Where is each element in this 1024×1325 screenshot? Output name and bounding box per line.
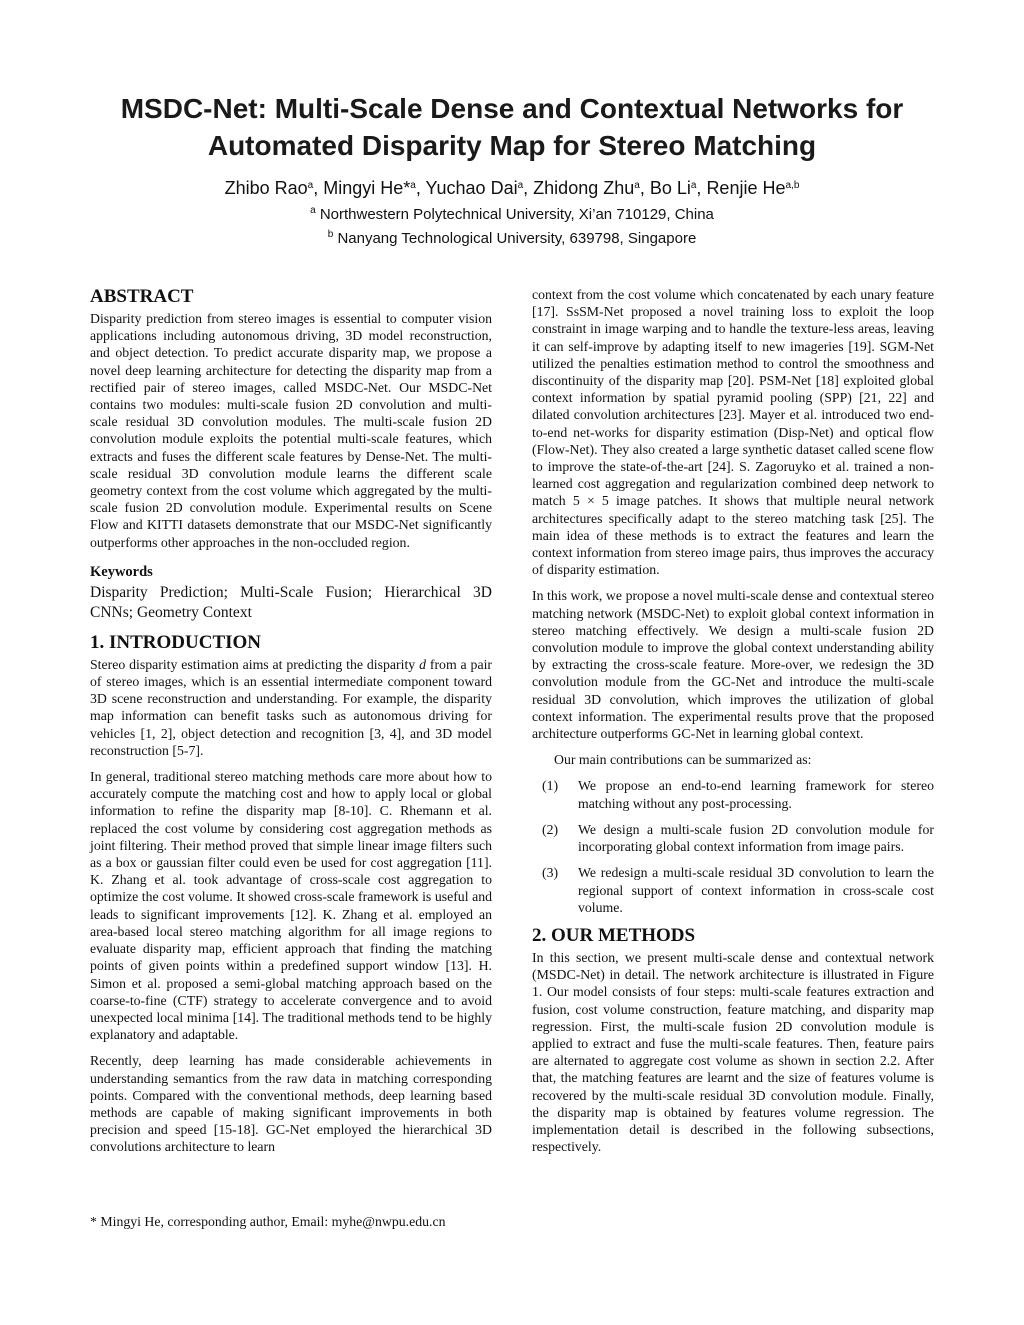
methods-heading: 2. OUR METHODS	[532, 924, 696, 946]
title-line-1: MSDC-Net: Multi-Scale Dense and Contextual Networks for	[120, 93, 904, 124]
corresponding-author-footnote: * Mingyi He, corresponding author, Email: myhe@nwpu.edu.cn	[90, 1214, 446, 1229]
contribution-number: (3)	[542, 865, 559, 881]
affiliation-a	[60, 205, 964, 225]
contribution-text: We design a multi-scale fusion 2D convolution module for incorporating global context information from image pairs.	[578, 821, 934, 855]
affiliation-b	[60, 229, 964, 249]
keywords-heading: Keywords	[90, 563, 153, 580]
author-name: Yuchao Dai	[425, 178, 518, 198]
contribution-text: We redesign a multi-scale residual 3D convolution to learn the regional support of context information in cross-scale cost volume.	[578, 865, 934, 915]
author-name: Zhibo Rao	[224, 178, 308, 198]
intro-p1-after: from a pair of stereo images, which is an essential intermediate component toward 3D scene reconstruction and understanding. For example, the disparity map information can benefit tasks such as autonomous driving for vehicles [1, 2], object detection and recognition [3, 4], and 3D model reconstruction [5-7].	[90, 656, 492, 758]
contribution-item	[532, 777, 934, 811]
author-name: Mingyi He*	[323, 178, 411, 198]
contribution-item	[532, 821, 934, 855]
author-separator: ,	[696, 178, 707, 198]
contribution-text: We propose an end-to-end learning framework for stereo matching without any post-processing.	[578, 778, 934, 811]
author-affil-mark: a	[517, 180, 524, 191]
intro-p1-before: Stereo disparity estimation aims at predicting the disparity	[90, 656, 420, 672]
author-name: Renjie He	[706, 178, 786, 198]
author-separator: ,	[415, 178, 426, 198]
affiliation-mark: b	[327, 229, 334, 240]
keywords-text: Disparity Prediction; Multi-Scale Fusion; Hierarchical 3D CNNs; Geometry Context	[90, 583, 492, 621]
author-affil-mark: a,b	[785, 180, 800, 191]
intro-paragraph-2: In general, traditional stereo matching methods care more about how to accurately compute the matching cost and how to apply local or global information to refine the disparity map [8-10]. C. Rhemann et al. replaced the cost volume by considering cost aggregation methods as joint filtering. Their method proved that simple linear image filters such as a box or gaussian filter could even be used for cost aggregation [11]. K. Zhang et al. took advantage of cross-scale cost aggregation to optimize the cost volume. It showed cross-scale framework is useful and leads to significant improvements [12]. K. Zhang et al. employed an area-based local stereo matching algorithm for all image regions to evaluate disparity map, efficient approach that finding the matching points of given points within a predefined support window [13]. H. Simon et al. proposed a semi-global matching approach based on the coarse-to-fine (CTF) strategy to accelerate convergence and to avoid unexpected local minima [14]. The traditional methods tend to be highly explanatory and adaptable.	[90, 769, 492, 1043]
intro-paragraph-4: context from the cost volume which concatenated by each unary feature [17]. SsSM-Net proposed a novel training loss to exploit the loop constraint in image warping and to handle the texture-less areas, leaving it can self-improve by adapting itself to new imageries [19]. SGM-Net utilized the penalties estimation method to control the smoothness and discontinuity of the disparity map [20]. PSM-Net [18] exploited global context information by spatial pyramid pooling (SPP) [21, 22] and dilated convolution architectures [23]. Mayer et al. introduced two end-to-end net-works for disparity estimation (Disp-Net) and optical flow (Flow-Net). They also created a large synthetic dataset called scene flow to improve the state-of-the-art [24]. S. Zagoruyko et al. trained a non-learned cost aggregation and regularization combined deep network to match 5 × 5 image patches. It shows that multiple neural network architectures specifically adapt to the stereo matching task [25]. The main idea of these methods is to extract the features and learn the context information from stereo image pairs, thus improves the accuracy of disparity estimation.	[532, 287, 934, 578]
title-line-2: Automated Disparity Map for Stereo Matching	[207, 130, 817, 161]
author-affil-mark: a	[634, 180, 640, 191]
author-name: Bo Li	[649, 178, 691, 198]
contributions-intro: Our main contributions can be summarized as:	[554, 752, 812, 768]
intro-paragraph-1	[90, 656, 492, 759]
author-separator: ,	[523, 178, 534, 198]
intro-paragraph-5: In this work, we propose a novel multi-scale dense and contextual stereo matching network (MSDC-Net) to exploit global context information in stereo matching effectively. We design a multi-scale fusion 2D convolution module to improve the global context understanding ability by extracting the cross-scale feature. More-over, we redesign the 3D convolution module from the GC-Net and introduce the multi-scale residual 3D convolution, which improves the utilization of global context information. The experimental results prove that the proposed architecture outperforms GC-Net in learning global context.	[532, 588, 934, 742]
author-separator: ,	[313, 178, 324, 198]
paper-title	[60, 90, 964, 164]
author-affil-mark: a	[307, 180, 314, 191]
contribution-number: (1)	[542, 778, 559, 794]
author-affil-mark: a	[410, 180, 416, 191]
abstract-heading: ABSTRACT	[90, 286, 194, 307]
contribution-item	[532, 864, 934, 916]
affiliation-text: Northwestern Polytechnical University, Xi’an 710129, China	[319, 206, 714, 223]
abstract-text: Disparity prediction from stereo images is essential to computer vision applications including autonomous driving, 3D model reconstruction, and object detection. To predict accurate disparity map, we propose a novel deep learning architecture for detecting the disparity map from a rectified pair of stereo images, called MSDC-Net. Our MSDC-Net contains two modules: multi-scale fusion 2D convolution and multi-scale residual 3D convolution modules. The multi-scale fusion 2D convolution module exploits the potential multi-scale features, which extracts and fuses the different scale features by Dense-Net. The multi-scale residual 3D convolution module learns the different scale geometry context from the cost volume which aggregated by the multi-scale fusion 2D convolution module. Experimental results on Scene Flow and KITTI datasets demonstrate that our MSDC-Net significantly outperforms other approaches in the non-occluded region.	[90, 311, 492, 550]
left-column	[90, 286, 492, 1165]
affiliation-mark: a	[310, 205, 316, 216]
intro-paragraph-3: Recently, deep learning has made considerable achievements in understanding semantics from the raw data in matching corresponding points. Compared with the conventional methods, deep learning based methods are capable of making significant improvements in both precision and speed [15-18]. GC-Net employed the hierarchical 3D convolutions architecture to learn	[90, 1053, 492, 1155]
introduction-heading: 1. INTRODUCTION	[90, 631, 262, 653]
author-name: Zhidong Zhu	[533, 178, 635, 198]
disparity-variable: d	[419, 656, 426, 672]
author-list	[60, 176, 964, 200]
author-separator: ,	[639, 178, 650, 198]
contribution-number: (2)	[542, 821, 559, 837]
affiliation-text: Nanyang Technological University, 639798, Singapore	[337, 230, 697, 247]
author-affil-mark: a	[690, 180, 697, 191]
right-column	[532, 286, 934, 1164]
methods-paragraph: In this section, we present multi-scale dense and contextual network (MSDC-Net) in detail. The network architecture is illustrated in Figure 1. Our model consists of four steps: multi-scale features extraction and fusion, cost volume construction, feature matching, and disparity map regression. First, the multi-scale fusion 2D convolution module is applied to extract and fuse the multi-scale features. Then, feature pairs are alternated to aggregate cost volume as shown in section 2.2. After that, the matching features are learnt and the size of features volume is recovered by the multi-scale residual 3D convolution module. Finally, the disparity map is obtained by features volume regression. The implementation detail is described in the following subsections, respectively.	[532, 949, 934, 1155]
